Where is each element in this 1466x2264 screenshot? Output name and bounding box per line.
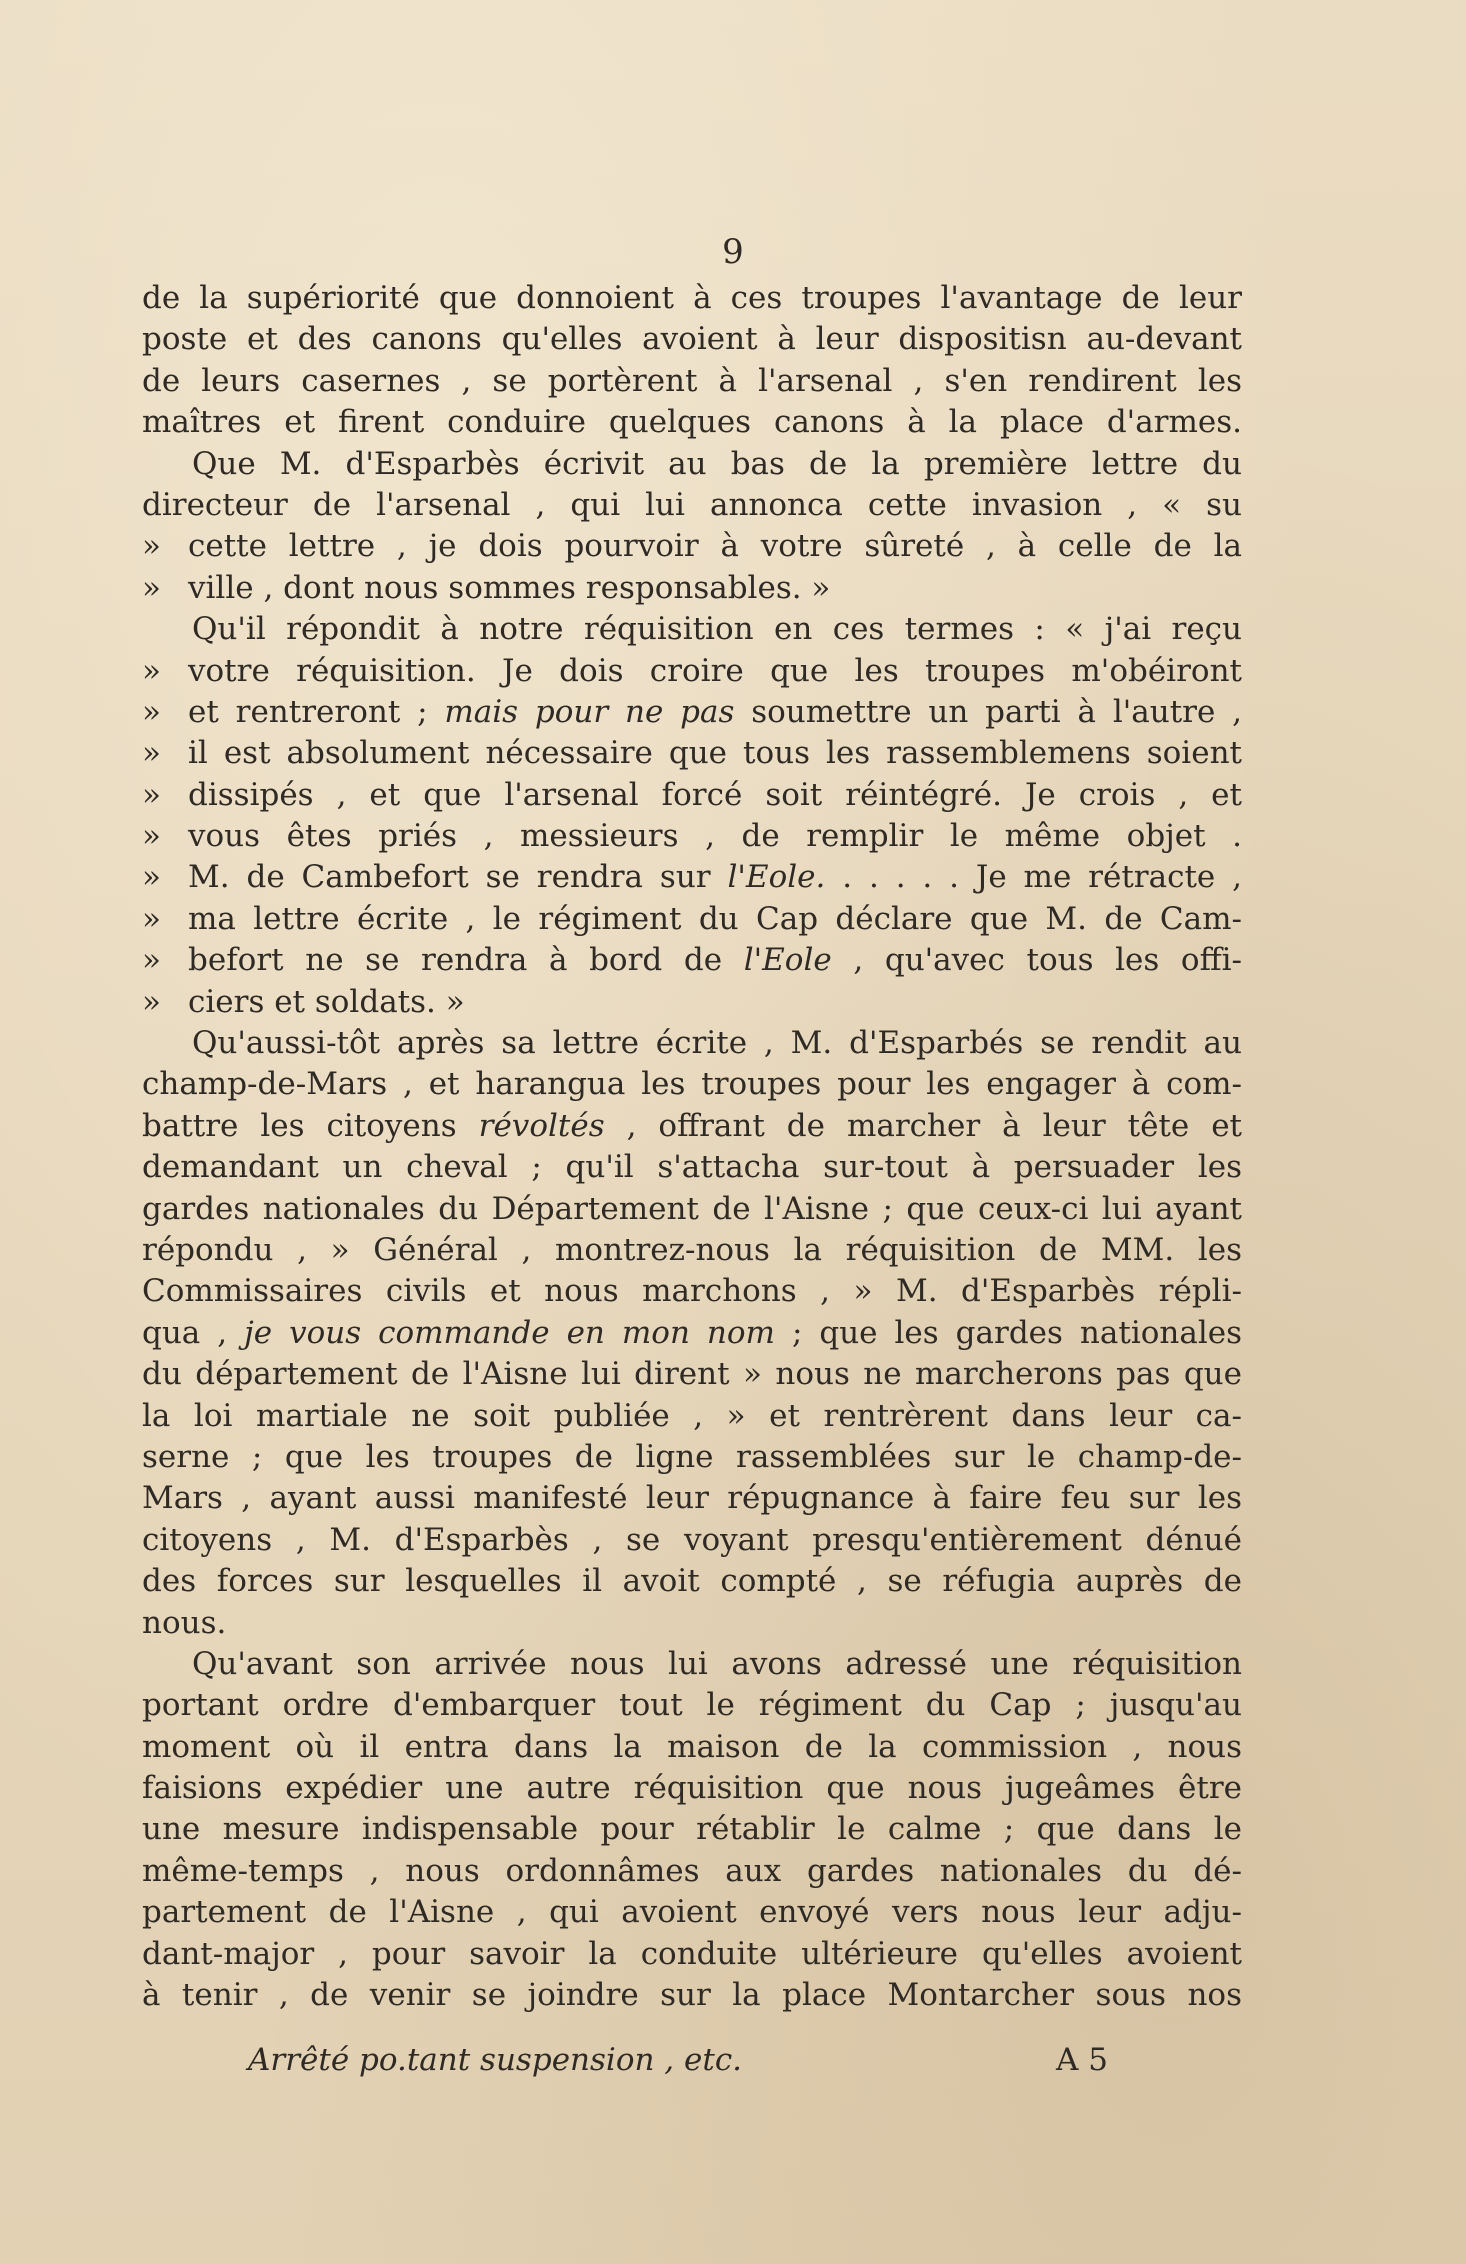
text-line bbox=[142, 1313, 1242, 1354]
text-line: citoyens , M. d'Esparbès , se voyant presqu'entièrement dénué bbox=[142, 1521, 1242, 1558]
text-line: Qu'avant son arrivée nous lui avons adressé une réquisition bbox=[192, 1645, 1242, 1682]
text-line: même-temps , nous ordonnâmes aux gardes nationales du dé- bbox=[142, 1852, 1242, 1889]
text-fragment: ; que les gardes nationales bbox=[791, 1314, 1242, 1351]
quoted-line: » ciers et soldats. » bbox=[142, 982, 1242, 1023]
quoted-line: » ville , dont nous sommes responsables. » bbox=[142, 568, 1242, 609]
text-line: de leurs casernes , se portèrent à l'arsenal , s'en rendirent les bbox=[142, 362, 1242, 399]
text-line: maîtres et firent conduire quelques canons à la place d'armes. bbox=[142, 404, 1242, 441]
italic-phrase: l'Eole bbox=[743, 942, 832, 979]
text-line: faisions expédier une autre réquisition que nous jugeâmes être bbox=[142, 1770, 1242, 1807]
text-line: Mars , ayant aussi manifesté leur répugnance à faire feu sur les bbox=[142, 1480, 1242, 1517]
quoted-line: » votre réquisition. Je dois croire que les troupes m'obéiront bbox=[142, 651, 1242, 692]
quoted-line: » il est absolument nécessaire que tous les rassemblemens soient bbox=[142, 733, 1242, 774]
text-line: du département de l'Aisne lui dirent » nous ne marcherons pas que bbox=[142, 1356, 1242, 1393]
text-line: portant ordre d'embarquer tout le régiment du Cap ; jusqu'au bbox=[142, 1687, 1242, 1724]
text-line: gardes nationales du Département de l'Aisne ; que ceux-ci lui ayant bbox=[142, 1190, 1242, 1227]
text-line: Que M. d'Esparbès écrivit au bas de la première lettre du bbox=[192, 445, 1242, 482]
quoted-line: » vous êtes priés , messieurs , de remplir le même objet . bbox=[142, 816, 1242, 857]
text-line bbox=[142, 1106, 1242, 1147]
text-line: de la supériorité que donnoient à ces troupes l'avantage de leur bbox=[142, 280, 1242, 316]
signature-line: Arrêté po.tant suspension , etc. bbox=[248, 2042, 743, 2078]
body-text bbox=[142, 278, 1242, 2016]
italic-phrase: mais pour ne pas bbox=[444, 693, 735, 730]
quoted-line bbox=[142, 692, 1242, 733]
text-line: nous. bbox=[142, 1604, 227, 1641]
italic-phrase: l'Eole. bbox=[727, 859, 826, 896]
text-fragment: et rentreront ; bbox=[188, 693, 428, 730]
quoted-line: » cette lettre , je dois pourvoir à votre sûreté , à celle de la bbox=[142, 526, 1242, 567]
italic-phrase: révoltés bbox=[478, 1107, 605, 1144]
signature-mark: A 5 bbox=[1056, 2042, 1108, 2078]
text-fragment: befort ne se rendra à bord de bbox=[188, 942, 723, 979]
text-fragment: qua , bbox=[142, 1314, 228, 1351]
quoted-line bbox=[142, 857, 1242, 898]
text-fragment: , offrant de marcher à leur tête et bbox=[626, 1107, 1242, 1144]
text-fragment: . . . . . Je me rétracte , bbox=[842, 859, 1242, 896]
text-fragment: battre les citoyens bbox=[142, 1107, 457, 1144]
text-line: dant-major , pour savoir la conduite ultérieure qu'elles avoient bbox=[142, 1935, 1242, 1972]
text-line: Commissaires civils et nous marchons , » M. d'Esparbès répli- bbox=[142, 1273, 1242, 1310]
text-line: poste et des canons qu'elles avoient à leur dispositisn au-devant bbox=[142, 321, 1242, 358]
text-line: à tenir , de venir se joindre sur la place Montarcher sous nos bbox=[142, 1977, 1242, 2014]
text-line: la loi martiale ne soit publiée , » et rentrèrent dans leur ca- bbox=[142, 1397, 1242, 1434]
quoted-line: » dissipés , et que l'arsenal forcé soit réintégré. Je crois , et bbox=[142, 775, 1242, 816]
text-line: directeur de l'arsenal , qui lui annonca cette invasion , « su bbox=[142, 486, 1242, 523]
quoted-line bbox=[142, 940, 1242, 981]
text-line: champ-de-Mars , et harangua les troupes pour les engager à com- bbox=[142, 1066, 1242, 1103]
text-line: répondu , » Général , montrez-nous la réquisition de MM. les bbox=[142, 1231, 1242, 1268]
text-fragment: , qu'avec tous les offi- bbox=[853, 942, 1242, 979]
text-line: demandant un cheval ; qu'il s'attacha sur-tout à persuader les bbox=[142, 1149, 1242, 1186]
italic-phrase: je vous commande en mon nom bbox=[244, 1314, 775, 1351]
text-line: serne ; que les troupes de ligne rassemblées sur le champ-de- bbox=[142, 1438, 1242, 1475]
text-fragment: M. de Cambefort se rendra sur bbox=[188, 859, 711, 896]
quoted-line: » ma lettre écrite , le régiment du Cap déclare que M. de Cam- bbox=[142, 899, 1242, 940]
text-line: partement de l'Aisne , qui avoient envoyé vers nous leur adju- bbox=[142, 1894, 1242, 1931]
text-line: une mesure indispensable pour rétablir le calme ; que dans le bbox=[142, 1811, 1242, 1848]
text-line: Qu'aussi-tôt après sa lettre écrite , M. d'Esparbés se rendit au bbox=[192, 1025, 1242, 1062]
text-line: moment où il entra dans la maison de la commission , nous bbox=[142, 1728, 1242, 1765]
text-line: des forces sur lesquelles il avoit compté , se réfugia auprès de bbox=[142, 1563, 1242, 1600]
text-line: Qu'il répondit à notre réquisition en ces termes : « j'ai reçu bbox=[192, 611, 1242, 648]
text-fragment: soumettre un parti à l'autre , bbox=[751, 693, 1242, 730]
page-number: 9 bbox=[722, 232, 744, 272]
